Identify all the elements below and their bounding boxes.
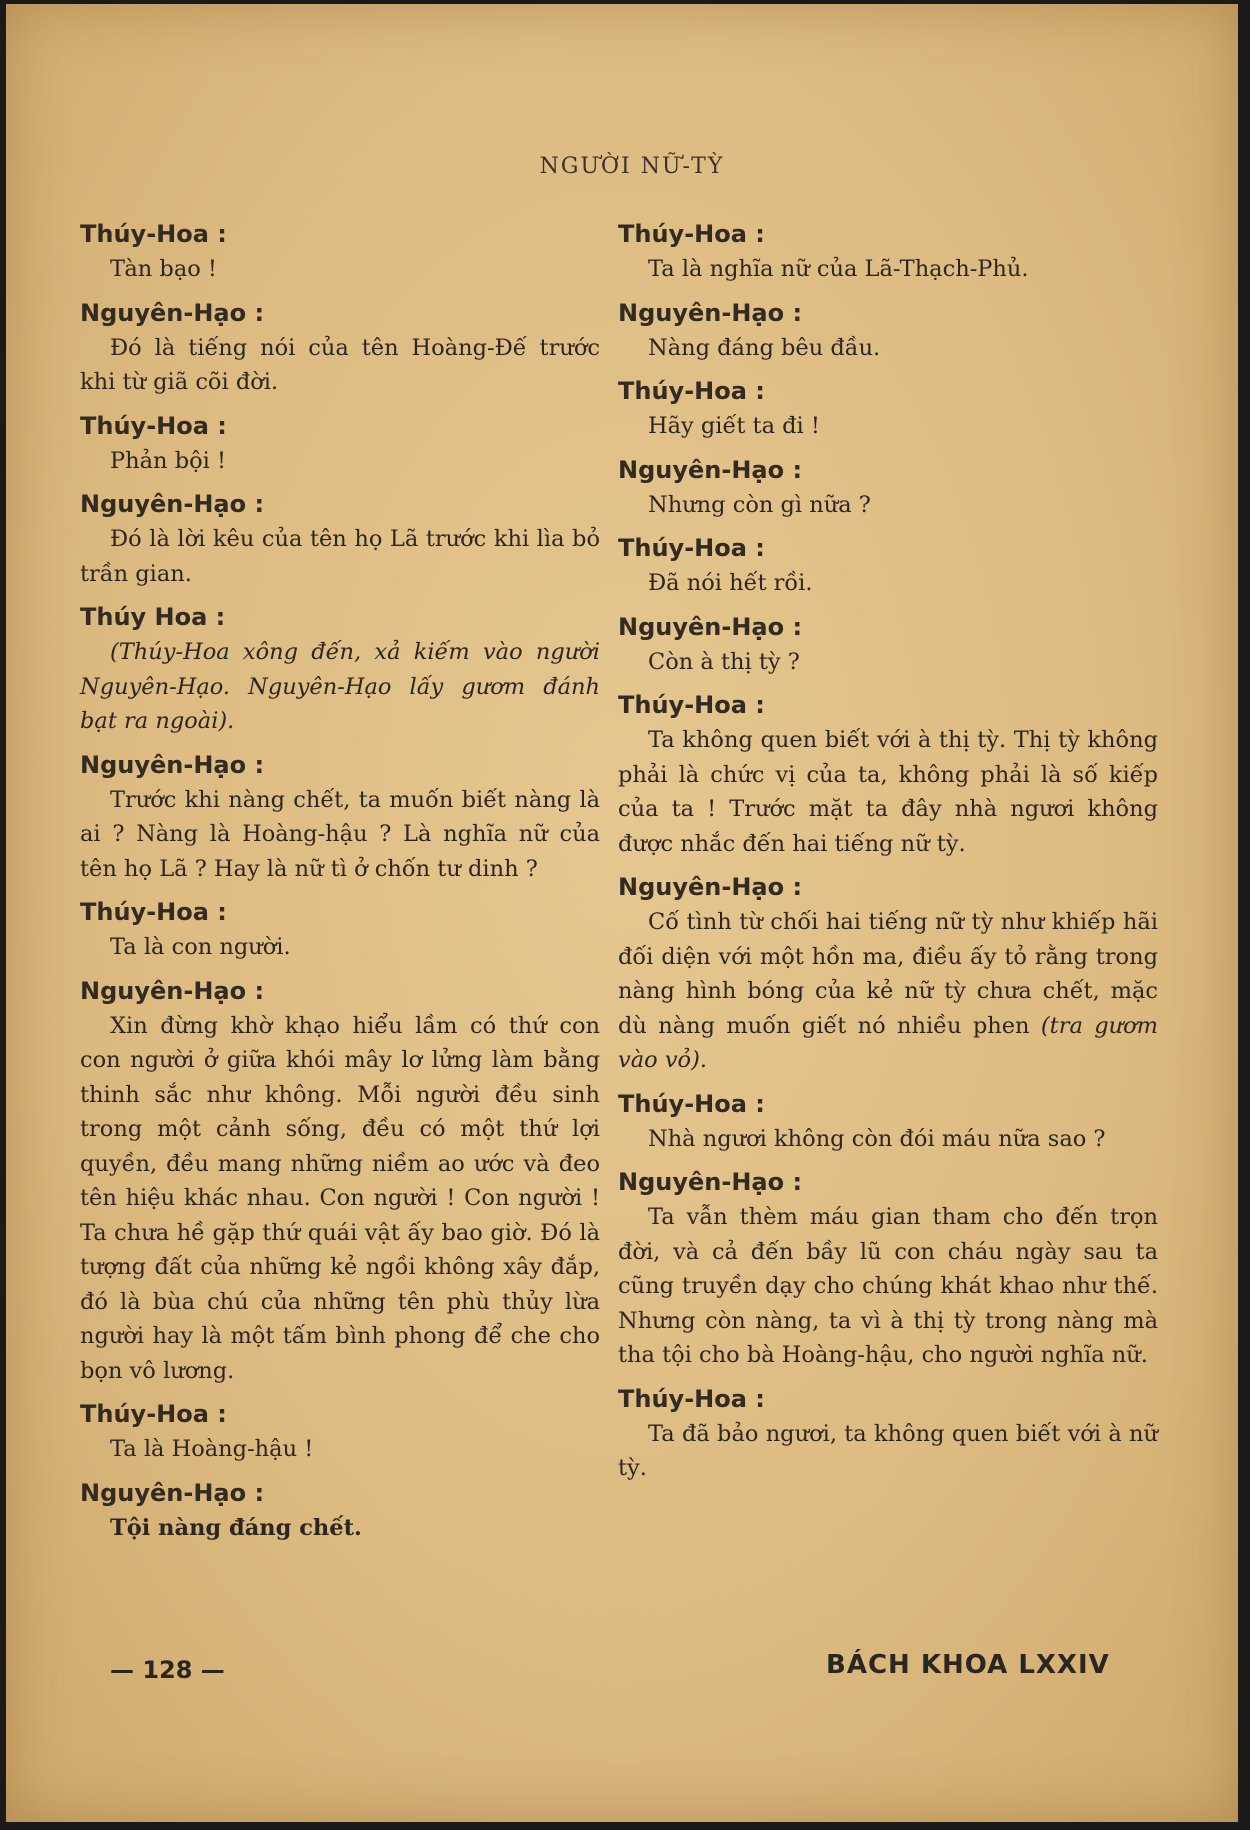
speaker-name: Nguyên-Hạo : bbox=[80, 1478, 265, 1507]
dialogue-turn bbox=[80, 747, 600, 887]
dialogue-line: Còn à thị tỳ ? bbox=[648, 648, 800, 675]
dialogue-line: Ta vẫn thèm máu gian tham cho đến trọn đời, và cả đến bầy lũ con cháu ngày sau ta cũng truyền dạy cho chúng khát khao như thế. Nhưng còn nàng, ta vì à thị tỳ trong nàng mà tha tội cho bà Hoàng-hậu, cho người nghĩa nữ. bbox=[618, 1204, 1158, 1368]
speaker-name: Thúy-Hoa : bbox=[80, 1400, 227, 1428]
speaker-name: Nguyên-Hạo : bbox=[618, 455, 803, 484]
dialogue-line: Trước khi nàng chết, ta muốn biết nàng là ai ? Nàng là Hoàng-hậu ? Là nghĩa nữ của tên họ Lã ? Hay là nữ tì ở chốn tư dinh ? bbox=[80, 786, 600, 882]
dialogue-turn bbox=[618, 452, 1158, 523]
dialogue-turn bbox=[618, 609, 1158, 680]
speaker-name: Nguyên-Hạo : bbox=[80, 298, 265, 327]
speaker-name: Nguyên-Hạo : bbox=[618, 1168, 803, 1196]
dialogue-text: Cố tình từ chối hai tiếng nữ tỳ như khiếp hãi đối diện với một hồn ma, điều ấy tỏ rằng trong nàng hình bóng của kẻ nữ tỳ chưa chết, mặc dù nàng muốn giết nó nhiều phen bbox=[618, 909, 1158, 1039]
dialogue-turn bbox=[618, 216, 1158, 287]
speaker-name: Thúy-Hoa : bbox=[618, 220, 765, 248]
dialogue-line: Hãy giết ta đi ! bbox=[648, 413, 820, 439]
speaker-name: Thúy-Hoa : bbox=[80, 898, 227, 926]
stage-direction: (tra gươm vào vỏ). bbox=[618, 1012, 1158, 1073]
dialogue-turn bbox=[80, 1396, 600, 1467]
dialogue-turn bbox=[80, 599, 600, 739]
dialogue-turn bbox=[618, 1164, 1158, 1373]
speaker-name: Thúy-Hoa : bbox=[618, 534, 765, 562]
speaker-name: Nguyên-Hạo : bbox=[618, 873, 803, 901]
dialogue-turn bbox=[80, 295, 600, 400]
dialogue-line: Tội nàng đáng chết. bbox=[110, 1514, 362, 1541]
running-header: NGƯỜI NỮ-TỲ bbox=[539, 154, 725, 179]
speaker-name: Thúy Hoa : bbox=[80, 603, 226, 631]
dialogue-line: Ta đã bảo ngươi, ta không quen biết với à nữ tỳ. bbox=[618, 1420, 1158, 1481]
dialogue-line: Tàn bạo ! bbox=[110, 256, 217, 282]
left-column bbox=[80, 216, 600, 1553]
dialogue-turn bbox=[80, 1475, 600, 1546]
dialogue-line: Nàng đáng bêu đầu. bbox=[648, 334, 881, 361]
right-column bbox=[618, 216, 1158, 1494]
dialogue-line: Ta là con người. bbox=[110, 934, 291, 960]
speaker-name: Thúy-Hoa : bbox=[618, 1089, 765, 1118]
speaker-name: Nguyên-Hạo : bbox=[80, 976, 265, 1005]
dialogue-line: Nhưng còn gì nữa ? bbox=[648, 491, 871, 518]
dialogue-turn bbox=[618, 687, 1158, 861]
speaker-name: Thúy-Hoa : bbox=[618, 1384, 765, 1413]
dialogue-line: Phản bội ! bbox=[110, 447, 227, 474]
dialogue-turn bbox=[80, 216, 600, 287]
dialogue-line: Ta là Hoàng-hậu ! bbox=[110, 1436, 314, 1462]
dialogue-turn bbox=[80, 973, 600, 1389]
speaker-name: Nguyên-Hạo : bbox=[80, 490, 265, 518]
speaker-name: Nguyên-Hạo : bbox=[618, 298, 803, 327]
speaker-name: Thúy-Hoa : bbox=[618, 377, 765, 405]
dialogue-turn bbox=[618, 295, 1158, 366]
dialogue-line: Nhà ngươi không còn đói máu nữa sao ? bbox=[648, 1125, 1106, 1152]
dialogue-turn bbox=[80, 408, 600, 479]
dialogue-turn bbox=[618, 869, 1158, 1078]
document-page bbox=[6, 4, 1238, 1822]
dialogue-line: Ta là nghĩa nữ của Lã-Thạch-Phủ. bbox=[648, 256, 1029, 282]
stage-direction: (Thúy-Hoa xông đến, xả kiếm vào người Nguyên-Hạo. Nguyên-Hạo lấy gươm đánh bạt ra ngoài). bbox=[80, 639, 600, 734]
dialogue-turn bbox=[80, 894, 600, 965]
dialogue-line: Đó là lời kêu của tên họ Lã trước khi lìa bỏ trần gian. bbox=[80, 526, 600, 587]
dialogue-line: Đó là tiếng nói của tên Hoàng-Đế trước khi từ giã cõi đời. bbox=[80, 334, 600, 395]
dialogue-line: Ta không quen biết với à thị tỳ. Thị tỳ không phải là chức vị của ta, không phải là số kiếp của ta ! Trước mặt ta đây nhà ngươi không được nhắc đến hai tiếng nữ tỳ. bbox=[618, 727, 1158, 857]
dialogue-line: Xin đừng khờ khạo hiểu lầm có thứ con con người ở giữa khói mây lơ lửng làm bằng thinh sắc như không. Mỗi người đều sinh trong một cảnh sống, đều có một thứ lợi quyền, đều mang những niềm ao ước và đeo tên hiệu khác nhau. Con người ! Con người ! Ta chưa hề gặp thứ quái vật ấy bao giờ. Đó là tượng đất của những kẻ ngồi không xây đắp, đó là bùa chú của những tên phù thủy lừa người hay là một tấm bình phong để che cho bọn vô lương. bbox=[80, 1012, 600, 1384]
page-number: — 128 — bbox=[110, 1656, 225, 1684]
dialogue-turn bbox=[618, 373, 1158, 444]
dialogue-turn bbox=[618, 1381, 1158, 1486]
speaker-name: Thúy-Hoa : bbox=[80, 411, 227, 440]
dialogue-turn bbox=[618, 530, 1158, 601]
publication-name: BÁCH KHOA LXXIV bbox=[826, 1650, 1110, 1680]
dialogue-line: Đã nói hết rồi. bbox=[648, 570, 813, 596]
speaker-name: Thúy-Hoa : bbox=[618, 691, 765, 719]
speaker-name: Nguyên-Hạo : bbox=[618, 612, 803, 641]
speaker-name: Nguyên-Hạo : bbox=[80, 750, 265, 779]
dialogue-line bbox=[618, 905, 1158, 1078]
speaker-name: Thúy-Hoa : bbox=[80, 220, 227, 248]
dialogue-turn bbox=[618, 1086, 1158, 1157]
dialogue-turn bbox=[80, 486, 600, 591]
